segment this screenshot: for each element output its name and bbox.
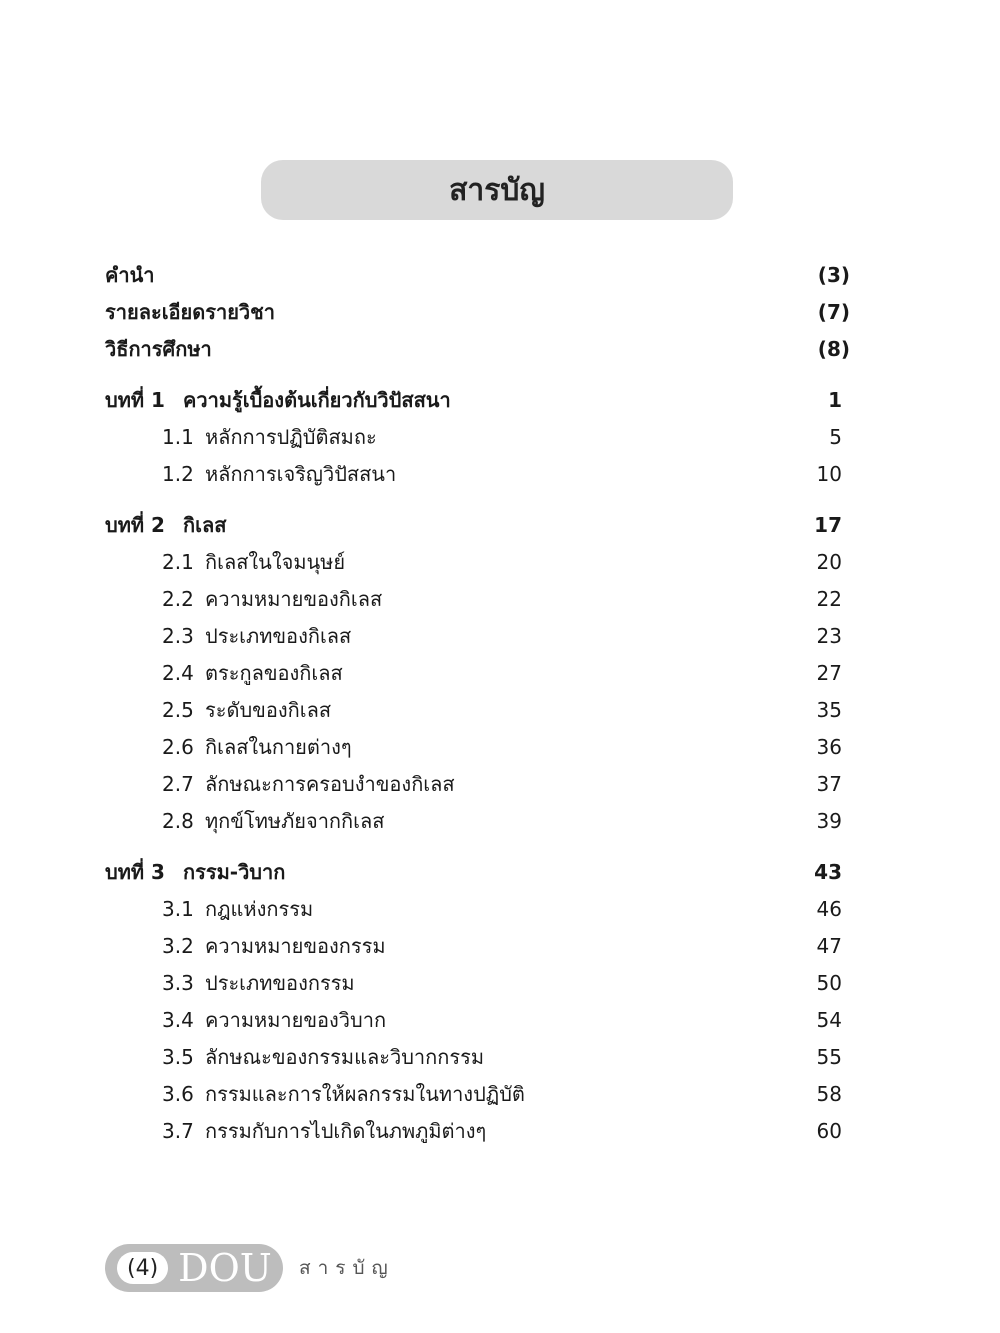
toc-section[interactable] [105, 580, 850, 617]
footer-section-title: สารบัญ [299, 1257, 395, 1279]
toc-section[interactable] [105, 1001, 850, 1038]
section-page: 46 [816, 896, 842, 921]
chapter-number: บทที่ 3 [105, 859, 165, 884]
section-number: 2.6 [162, 734, 194, 759]
toc-section[interactable] [105, 455, 850, 492]
section-number: 2.3 [162, 623, 194, 648]
section-title: ความหมายของกิเลส [205, 586, 383, 611]
section-title: กฎแห่งกรรม [205, 896, 314, 921]
footer-badge [105, 1244, 283, 1292]
section-page: 20 [816, 549, 842, 574]
toc-section[interactable] [105, 1038, 850, 1075]
footer-page-number: (4) [117, 1252, 168, 1284]
section-page: 54 [816, 1007, 842, 1032]
section-title: หลักการปฏิบัติสมถะ [205, 424, 377, 449]
section-page: 5 [829, 424, 842, 449]
chapter-title: ความรู้เบื้องต้นเกี่ยวกับวิปัสสนา [183, 387, 451, 412]
toc-entry[interactable] [105, 330, 850, 367]
section-page: 39 [816, 808, 842, 833]
section-number: 2.1 [162, 549, 194, 574]
toc-section[interactable] [105, 802, 850, 839]
toc-section[interactable] [105, 927, 850, 964]
section-title: ทุกข์โทษภัยจากกิเลส [205, 808, 385, 833]
toc-chapter[interactable] [105, 381, 850, 418]
toc-section[interactable] [105, 691, 850, 728]
section-number: 2.7 [162, 771, 194, 796]
section-page: 58 [816, 1081, 842, 1106]
section-number: 3.6 [162, 1081, 194, 1106]
toc-entry-page: (7) [817, 299, 850, 324]
toc-entry[interactable] [105, 293, 850, 330]
section-number: 3.4 [162, 1007, 194, 1032]
section-title: กรรมกับการไปเกิดในภพภูมิต่างๆ [205, 1118, 487, 1143]
section-title: หลักการเจริญวิปัสสนา [205, 461, 397, 486]
section-page: 23 [816, 623, 842, 648]
section-number: 2.5 [162, 697, 194, 722]
section-title: ลักษณะการครอบงำของกิเลส [205, 771, 455, 796]
section-page: 35 [816, 697, 842, 722]
section-title: ความหมายของวิบาก [205, 1007, 387, 1032]
toc-chapter[interactable] [105, 506, 850, 543]
chapter-number: บทที่ 2 [105, 512, 165, 537]
section-title: ตระกูลของกิเลส [205, 660, 343, 685]
section-number: 1.1 [162, 424, 194, 449]
toc-entry-page: (3) [817, 262, 850, 287]
toc-entry-label: วิธีการศึกษา [105, 336, 212, 361]
section-number: 2.4 [162, 660, 194, 685]
toc-section[interactable] [105, 890, 850, 927]
chapter-page: 43 [814, 859, 842, 884]
section-page: 55 [816, 1044, 842, 1069]
section-page: 60 [816, 1118, 842, 1143]
section-title: ประเภทของกรรม [205, 970, 355, 995]
section-number: 3.2 [162, 933, 194, 958]
toc-chapter[interactable] [105, 853, 850, 890]
footer-brand-logo: DOU [178, 1246, 272, 1290]
page-title: สารบัญ [449, 172, 545, 208]
section-number: 2.8 [162, 808, 194, 833]
toc-section[interactable] [105, 617, 850, 654]
page-footer [105, 1244, 395, 1292]
section-number: 1.2 [162, 461, 194, 486]
section-title: กรรมและการให้ผลกรรมในทางปฏิบัติ [205, 1081, 525, 1106]
toc-entry[interactable] [105, 256, 850, 293]
chapter-number: บทที่ 1 [105, 387, 165, 412]
section-page: 50 [816, 970, 842, 995]
section-title: ระดับของกิเลส [205, 697, 332, 722]
section-title: กิเลสในกายต่างๆ [205, 734, 352, 759]
section-page: 10 [816, 461, 842, 486]
chapter-title: กิเลส [183, 512, 227, 537]
section-title: กิเลสในใจมนุษย์ [205, 549, 346, 574]
toc-entry-page: (8) [817, 336, 850, 361]
toc-section[interactable] [105, 654, 850, 691]
table-of-contents [105, 256, 850, 1149]
chapter-page: 1 [828, 387, 842, 412]
section-title: ความหมายของกรรม [205, 933, 386, 958]
toc-section[interactable] [105, 543, 850, 580]
toc-section[interactable] [105, 964, 850, 1001]
section-page: 36 [816, 734, 842, 759]
toc-section[interactable] [105, 728, 850, 765]
toc-section[interactable] [105, 1112, 850, 1149]
toc-entry-label: คำนำ [105, 262, 155, 287]
section-page: 27 [816, 660, 842, 685]
title-banner [261, 160, 733, 220]
section-number: 3.3 [162, 970, 194, 995]
section-page: 37 [816, 771, 842, 796]
section-number: 3.1 [162, 896, 194, 921]
chapter-page: 17 [814, 512, 842, 537]
section-title: ลักษณะของกรรมและวิบากกรรม [205, 1044, 485, 1069]
toc-entry-label: รายละเอียดรายวิชา [105, 299, 275, 324]
chapter-title: กรรม-วิบาก [183, 859, 286, 884]
section-title: ประเภทของกิเลส [205, 623, 352, 648]
section-number: 2.2 [162, 586, 194, 611]
toc-section[interactable] [105, 418, 850, 455]
section-page: 47 [816, 933, 842, 958]
section-page: 22 [816, 586, 842, 611]
toc-section[interactable] [105, 1075, 850, 1112]
toc-section[interactable] [105, 765, 850, 802]
section-number: 3.7 [162, 1118, 194, 1143]
section-number: 3.5 [162, 1044, 194, 1069]
